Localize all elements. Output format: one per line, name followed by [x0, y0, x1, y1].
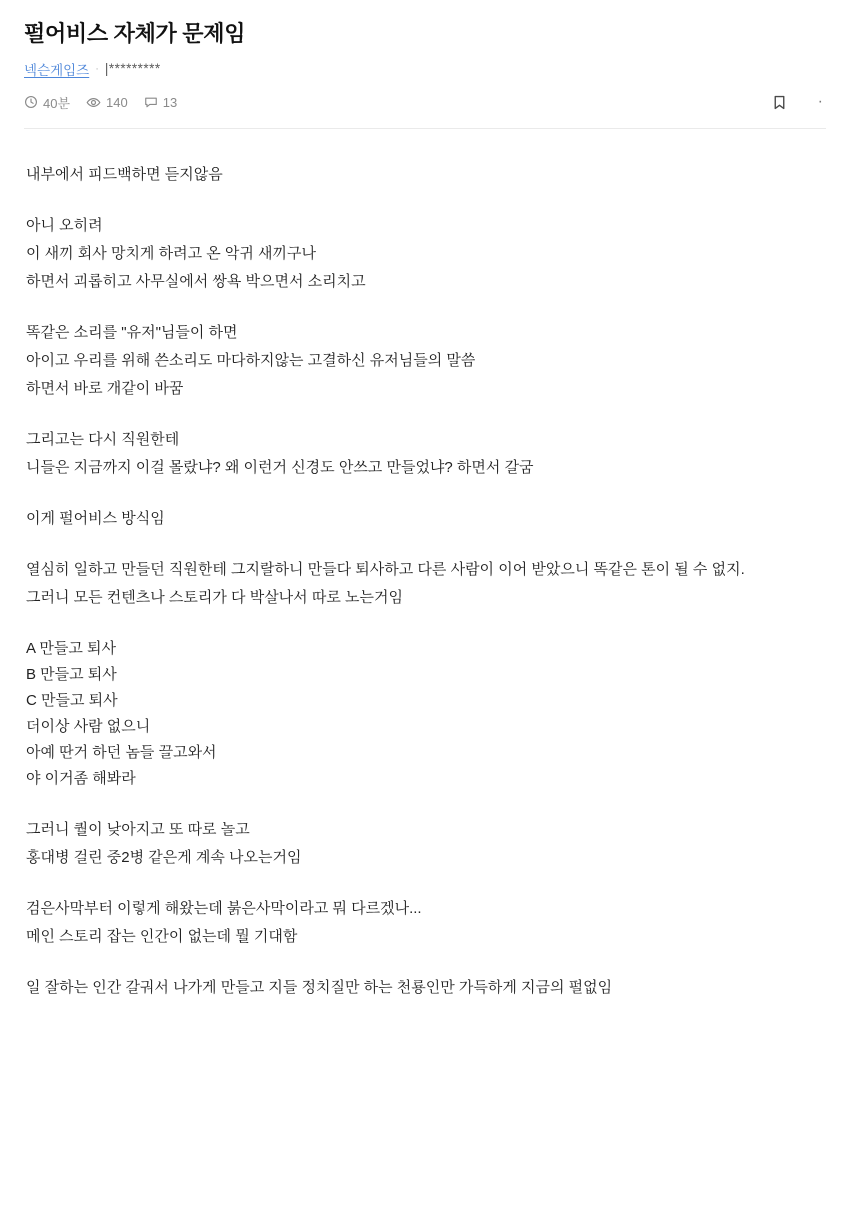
paragraph-line: 내부에서 피드백하면 듣지않음 [26, 165, 223, 183]
paragraph-line: 야 이거좀 해봐라 [26, 769, 136, 787]
paragraph-line: 일 잘하는 인간 갈궈서 나가게 만들고 지들 정치질만 하는 천룡인만 가득하게 지금의 펄없임 [26, 978, 613, 996]
author-ip-mask: |********* [104, 61, 161, 77]
paragraph [26, 897, 824, 949]
post-stats [24, 93, 826, 128]
clock-icon [24, 95, 38, 109]
paragraph-line: 그러니 모든 컨텐츠나 스토리가 다 박살나서 따로 노는거임 [26, 588, 403, 606]
paragraph [26, 637, 824, 791]
more-options-button[interactable]: · [817, 93, 824, 111]
eye-icon [86, 95, 101, 110]
paragraph-line: A 만들고 퇴사 [26, 639, 116, 657]
paragraph [26, 214, 824, 294]
stat-views [86, 95, 128, 110]
paragraph [26, 818, 824, 870]
stat-comments[interactable] [144, 95, 177, 110]
post-content [24, 129, 826, 1030]
stat-views-count: 140 [106, 94, 128, 110]
bookmark-icon[interactable] [771, 94, 788, 111]
paragraph [26, 163, 824, 187]
paragraph [26, 428, 824, 480]
author-link[interactable]: 넥슨게임즈 [24, 62, 90, 78]
stat-time-label: 40분 [43, 95, 71, 111]
paragraph [26, 558, 824, 610]
paragraph [26, 976, 824, 1000]
paragraph-line: 똑같은 소리를 "유저"님들이 하면 [26, 323, 238, 341]
page-title: 펄어비스 자체가 문제임 [24, 21, 246, 46]
paragraph-line: 아예 딴거 하던 놈들 끌고와서 [26, 743, 217, 761]
stat-time [24, 93, 70, 112]
paragraph [26, 507, 824, 531]
paragraph-line: 하면서 바로 개같이 바꿈 [26, 379, 184, 397]
paragraph-line: 열심히 일하고 만들던 직원한테 그지랄하니 만들다 퇴사하고 다른 사람이 이어 받았으니 똑같은 톤이 될 수 없지. [26, 560, 745, 578]
paragraph-line: B 만들고 퇴사 [26, 665, 117, 683]
paragraph-line: 더이상 사람 없으니 [26, 717, 151, 735]
paragraph-line: 그리고는 다시 직원한테 [26, 430, 180, 448]
paragraph-line: 니들은 지금까지 이걸 몰랐냐? 왜 이런거 신경도 안쓰고 만들었냐? 하면서 갈굼 [26, 458, 534, 476]
paragraph-line: C 만들고 퇴사 [26, 691, 118, 709]
paragraph-line: 이 새끼 회사 망치게 하려고 온 악귀 새끼구나 [26, 244, 316, 262]
paragraph-line: 아이고 우리를 위해 쓴소리도 마다하지않는 고결하신 유저님들의 말씀 [26, 351, 476, 369]
paragraph-line: 이게 펄어비스 방식임 [26, 509, 165, 527]
post-meta [24, 59, 826, 79]
paragraph-line: 홍대병 걸린 중2병 같은게 계속 나오는거임 [26, 848, 302, 866]
comment-icon [144, 95, 158, 109]
paragraph-line: 메인 스토리 잡는 인간이 없는데 뭘 기대함 [26, 927, 298, 945]
paragraph-line: 아니 오히려 [26, 216, 103, 234]
meta-separator: · [95, 62, 99, 75]
paragraph-line: 그러니 퀄이 낮아지고 또 따로 놀고 [26, 820, 250, 838]
paragraph-line: 하면서 괴롭히고 사무실에서 쌍욕 박으면서 소리치고 [26, 272, 366, 290]
paragraph [26, 321, 824, 401]
stat-comments-count: 13 [162, 94, 178, 110]
paragraph-line: 검은사막부터 이렇게 해왔는데 붉은사막이라고 뭐 다르겠나... [26, 899, 422, 917]
